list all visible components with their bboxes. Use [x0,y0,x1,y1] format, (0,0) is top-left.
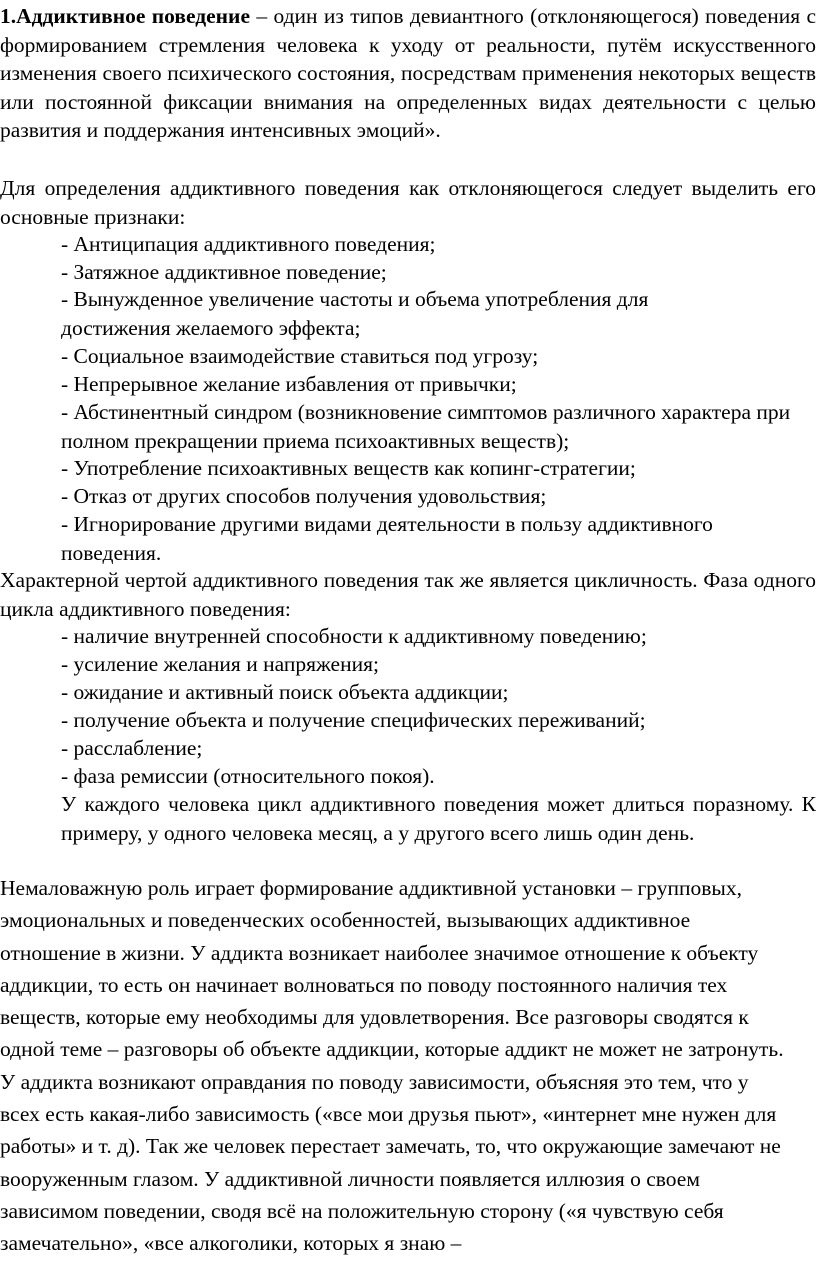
sign-item: - Вынужденное увеличение частоты и объема употребления для достижения желаемого эффекта; [61,287,649,340]
signs-intro: Для определения аддиктивного поведения как отклоняющегося следует выделить его основные признаки: [0,176,816,229]
sign-item: - Затяжное аддиктивное поведение; [61,260,387,284]
cycle-phase-item: - ожидание и активный поиск объекта аддикции; [61,680,509,704]
sign-item: - Антиципация аддиктивного поведения; [61,232,436,256]
definition-term: 1.Аддиктивное поведение [0,4,250,28]
sign-item: - Игнорирование другими видами деятельности в пользу аддиктивного поведения. [61,512,713,565]
definition-paragraph [0,2,816,145]
cycle-phase-item: - получение объекта и получение специфических переживаний; [61,708,646,732]
sign-item: - Социальное взаимодействие ставиться под угрозу; [61,344,539,368]
sign-item: - Абстинентный синдром (возникновение симптомов различного характера при полном прекращении приема психоактивных веществ); [61,400,791,453]
cycle-note: У каждого человека цикл аддиктивного поведения может длиться поразному. К примеру, у одного человека месяц, а у другого всего лишь один день. [61,792,816,845]
definition-text: – один из типов девиантного (отклоняющегося) поведения с формированием стремления человека к уходу от реальности, путём искусственного изменения своего психического состояния, посредствам применения некоторых веществ или постоянной фиксации внимания на определенных видах деятельности с целью развития и поддержания интенсивных эмоций». [0,4,816,142]
sign-item: - Непрерывное желание избавления от привычки; [61,372,517,396]
cycle-phase-item: - фаза ремиссии (относительного покоя). [61,764,435,788]
sign-item: - Отказ от других способов получения удовольствия; [61,484,547,508]
cycle-intro: Характерной чертой аддиктивного поведения так же является цикличность. Фаза одного цикла аддиктивного поведения: [0,568,816,621]
attitude-paragraph: Немаловажную роль играет формирование аддиктивной установки – групповых, эмоциональных и поведенческих особенностей, вызывающих аддиктивное отношение в жизни. У аддикта возникает наиболее значимое отношение к объекту аддикции, то есть он начинает волноваться по поводу постоянного наличия тех веществ, которые ему необходимы для удовлетворения. Все разговоры сводятся к одной теме – разговоры об объекте аддикции, которые аддикт не может не затронуть. У аддикта возникают оправдания по поводу зависимости, объясняя это тем, что у всех есть какая-либо зависимость («все мои друзья пьют», «интернет мне нужен для работы» и т. д). Так же человек перестает замечать, то, что окружающие замечают не вооруженным глазом. У аддиктивной личности появляется иллюзия о своем зависимом поведении, сводя всё на положительную сторону («я чувствую себя замечательно», «все алкоголики, которых я знаю – [0,876,784,1256]
cycle-phase-item: - расслабление; [61,736,203,760]
cycle-phase-item: - наличие внутренней способности к аддиктивному поведению; [61,624,647,648]
cycle-phase-item: - усиление желания и напряжения; [61,652,379,676]
sign-item: - Употребление психоактивных веществ как копинг-стратегии; [61,456,636,480]
